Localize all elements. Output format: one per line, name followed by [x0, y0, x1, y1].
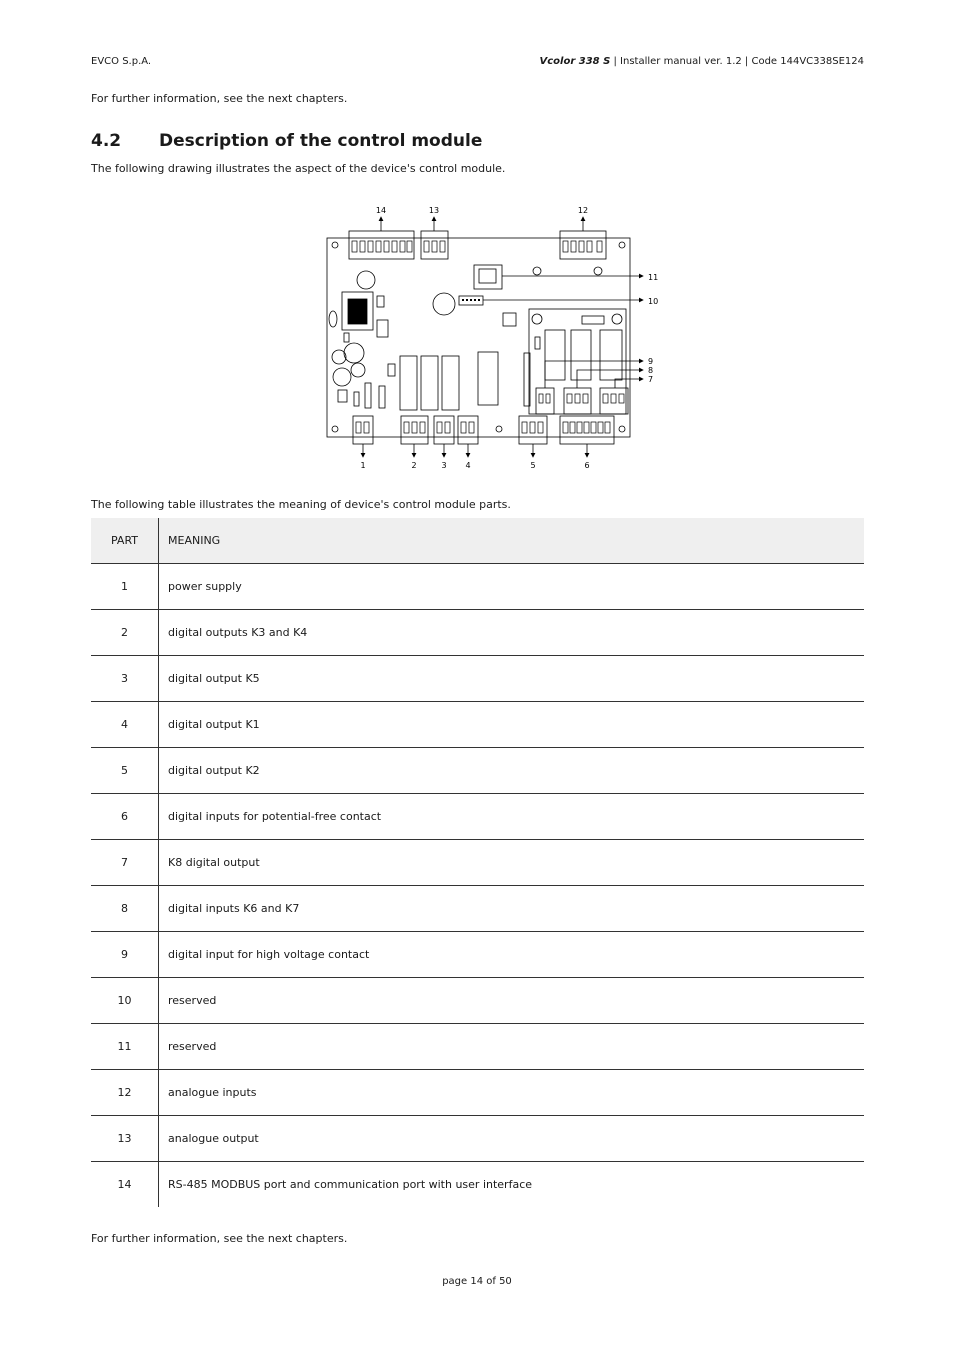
part-meaning: power supply [168, 580, 242, 593]
part-number: 4 [91, 702, 159, 748]
table-row [91, 1024, 864, 1070]
label-part-8: 8 [648, 366, 654, 375]
part-number: 14 [91, 1162, 159, 1208]
part-meaning: RS-485 MODBUS port and communication port with user interface [168, 1178, 533, 1191]
connector-2 [401, 416, 428, 444]
part-number: 1 [91, 564, 159, 610]
table-row [91, 886, 864, 932]
part-number: 11 [91, 1024, 159, 1070]
table-row [91, 702, 864, 748]
table-intro: The following table illustrates the meaning of device's control module parts. [91, 498, 511, 511]
header-meaning: MEANING [159, 518, 865, 564]
part-meaning: analogue output [168, 1132, 259, 1145]
connector-12 [560, 231, 606, 259]
label-part-5: 5 [530, 461, 536, 470]
section-number: 4.2 [91, 131, 122, 151]
table-row [91, 840, 864, 886]
part-meaning: digital output K2 [168, 764, 260, 777]
connector-13 [421, 231, 448, 259]
table-row [91, 978, 864, 1024]
section-heading [91, 131, 482, 151]
label-part-7: 7 [648, 375, 654, 384]
label-part-14: 14 [375, 206, 387, 215]
part-meaning: digital outputs K3 and K4 [168, 626, 308, 639]
part-meaning: K8 digital output [168, 856, 260, 869]
part-meaning: reserved [168, 1040, 217, 1053]
section-title: Description of the control module [159, 131, 483, 151]
table-row [91, 1162, 864, 1208]
part-number: 13 [91, 1116, 159, 1162]
part-number: 10 [91, 978, 159, 1024]
part-meaning: digital output K1 [168, 718, 260, 731]
table-row [91, 932, 864, 978]
part-number: 8 [91, 886, 159, 932]
label-part-13: 13 [428, 206, 440, 215]
outro-text: For further information, see the next chapters. [91, 1232, 348, 1245]
part-number: 2 [91, 610, 159, 656]
header-product-name: Vcolor 338 S [539, 56, 611, 67]
table-row [91, 748, 864, 794]
header-manual-info: | Installer manual ver. 1.2 | Code 144VC338SE124 [610, 56, 864, 67]
table-row [91, 1070, 864, 1116]
label-part-12: 12 [577, 206, 589, 215]
part-meaning: digital inputs for potential-free contact [168, 810, 382, 823]
connector-14 [349, 231, 414, 259]
part-number: 9 [91, 932, 159, 978]
label-part-2: 2 [411, 461, 417, 470]
page-number: page 14 of 50 [442, 1276, 512, 1287]
label-part-9: 9 [648, 357, 654, 366]
label-part-3: 3 [441, 461, 447, 470]
table-row [91, 1116, 864, 1162]
header-document-info [540, 56, 865, 67]
part-meaning: digital output K5 [168, 672, 260, 685]
header-company: EVCO S.p.A. [91, 56, 152, 67]
part-number: 5 [91, 748, 159, 794]
part-meaning: reserved [168, 994, 217, 1007]
parts-table [91, 518, 864, 1207]
label-part-6: 6 [584, 461, 590, 470]
label-part-1: 1 [360, 461, 366, 470]
control-module-diagram [320, 198, 670, 478]
intro-text: For further information, see the next chapters. [91, 92, 348, 105]
part-number: 12 [91, 1070, 159, 1116]
board-outline [327, 238, 630, 437]
part-number: 6 [91, 794, 159, 840]
table-row [91, 656, 864, 702]
part-meaning: digital input for high voltage contact [168, 948, 370, 961]
part-meaning: digital inputs K6 and K7 [168, 902, 300, 915]
table-row [91, 610, 864, 656]
part-meaning: analogue inputs [168, 1086, 257, 1099]
label-part-11: 11 [648, 273, 659, 282]
table-header-row [91, 518, 864, 564]
section-description: The following drawing illustrates the aspect of the device's control module. [91, 162, 506, 175]
header-part: PART [91, 518, 159, 564]
part-number: 3 [91, 656, 159, 702]
part-number: 7 [91, 840, 159, 886]
table-row [91, 564, 864, 610]
label-part-10: 10 [648, 297, 659, 306]
label-part-4: 4 [465, 461, 471, 470]
table-row [91, 794, 864, 840]
